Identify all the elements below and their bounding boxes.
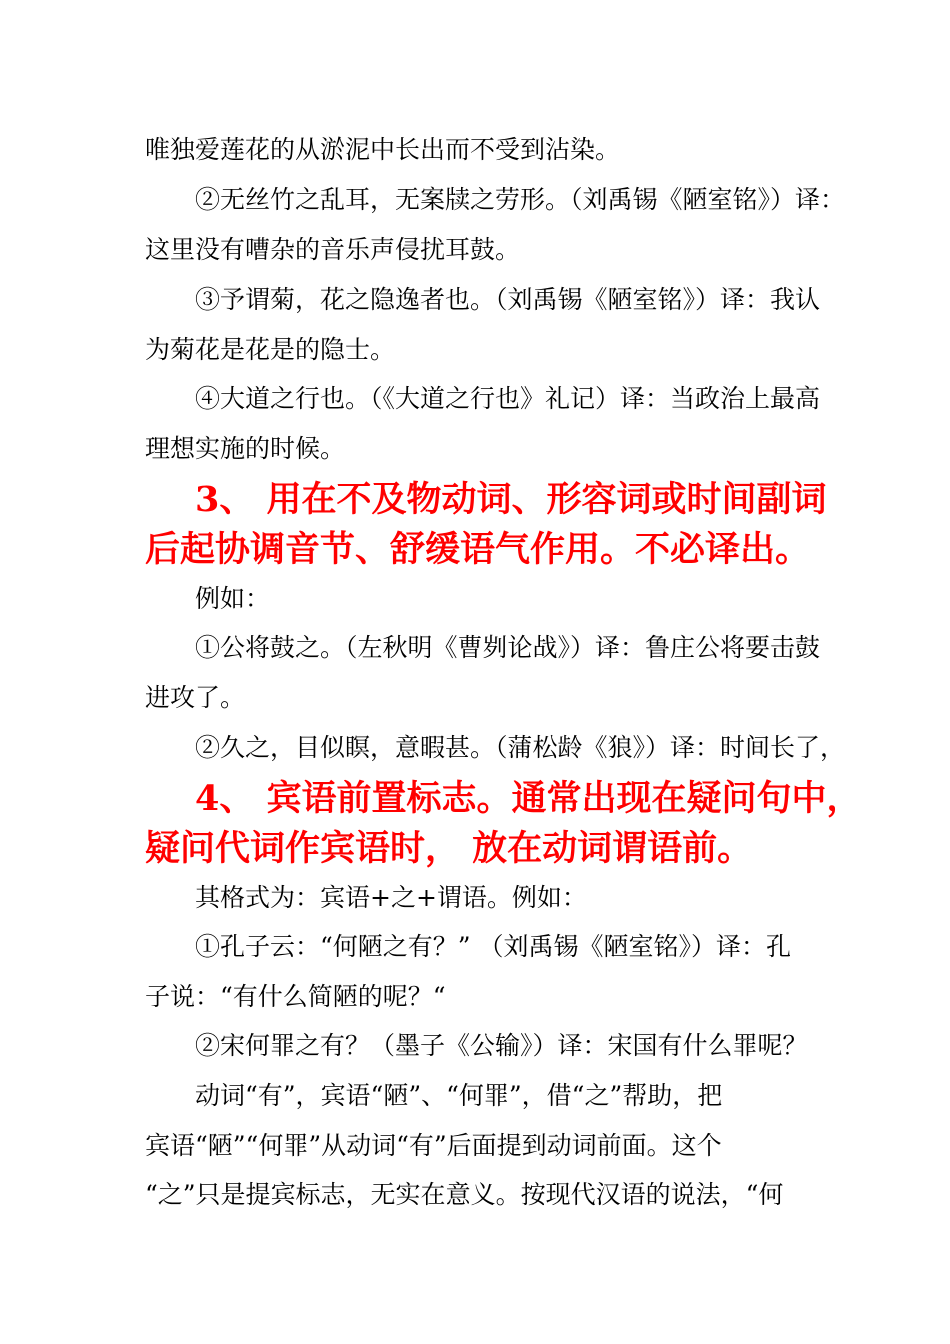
body-text-line: 唯独爱莲花的从淤泥中长出而不受到沾染。 [145, 135, 621, 164]
example-1-line: ①孔子云：“何陋之有？” （刘禹锡《陋室铭》）译：孔 [195, 932, 792, 961]
body-text-line: 子说：“有什么简陋的呢？“ [145, 982, 446, 1011]
format-line: 其格式为：宾语+之+谓语。例如： [195, 883, 587, 912]
body-text-line: “之”只是提宾标志，无实在意义。按现代汉语的说法，“何 [145, 1180, 784, 1209]
body-text-line: 宾语“陋”“何罪”从动词“有”后面提到动词前面。这个 [145, 1131, 722, 1160]
example-2-line: ②久之，目似瞑，意暇甚。（蒲松龄《狼》）译：时间长了， [195, 733, 846, 762]
example-2-line: ②宋何罪之有？（墨子《公输》）译：宋国有什么罪呢？ [195, 1031, 808, 1060]
example-label: 例如： [195, 584, 271, 613]
body-text-line: 进攻了。 [145, 683, 246, 712]
example-3-line: ③予谓菊，花之隐逸者也。（刘禹锡《陋室铭》）译：我认 [195, 285, 821, 314]
body-text-line: 理想实施的时候。 [145, 434, 346, 463]
example-2-line: ②无丝竹之乱耳，无案牍之劳形。（刘禹锡《陋室铭》）译： [195, 185, 846, 214]
section-heading-3-continued: 后起协调音节、舒缓语气作用。不必译出。 [145, 529, 811, 570]
example-1-line: ①公将鼓之。（左秋明《曹刿论战》）译：鲁庄公将要击鼓 [195, 633, 821, 662]
body-text-line: 为菊花是花是的隐士。 [145, 335, 396, 364]
section-heading-3: 3、 用在不及物动词、形容词或时间副词 [195, 479, 827, 520]
explanation-line: 动词“有”，宾语“陋”、“何罪”，借“之”帮助，把 [195, 1081, 723, 1110]
body-text-line: 这里没有嘈杂的音乐声侵扰耳鼓。 [145, 235, 521, 264]
example-4-line: ④大道之行也。（《大道之行也》礼记）译：当政治上最高 [195, 384, 821, 413]
section-heading-4-continued: 疑问代词作宾语时， 放在动词谓语前。 [145, 828, 753, 869]
section-heading-4: 4、 宾语前置标志。通常出现在疑问句中， [195, 778, 862, 819]
